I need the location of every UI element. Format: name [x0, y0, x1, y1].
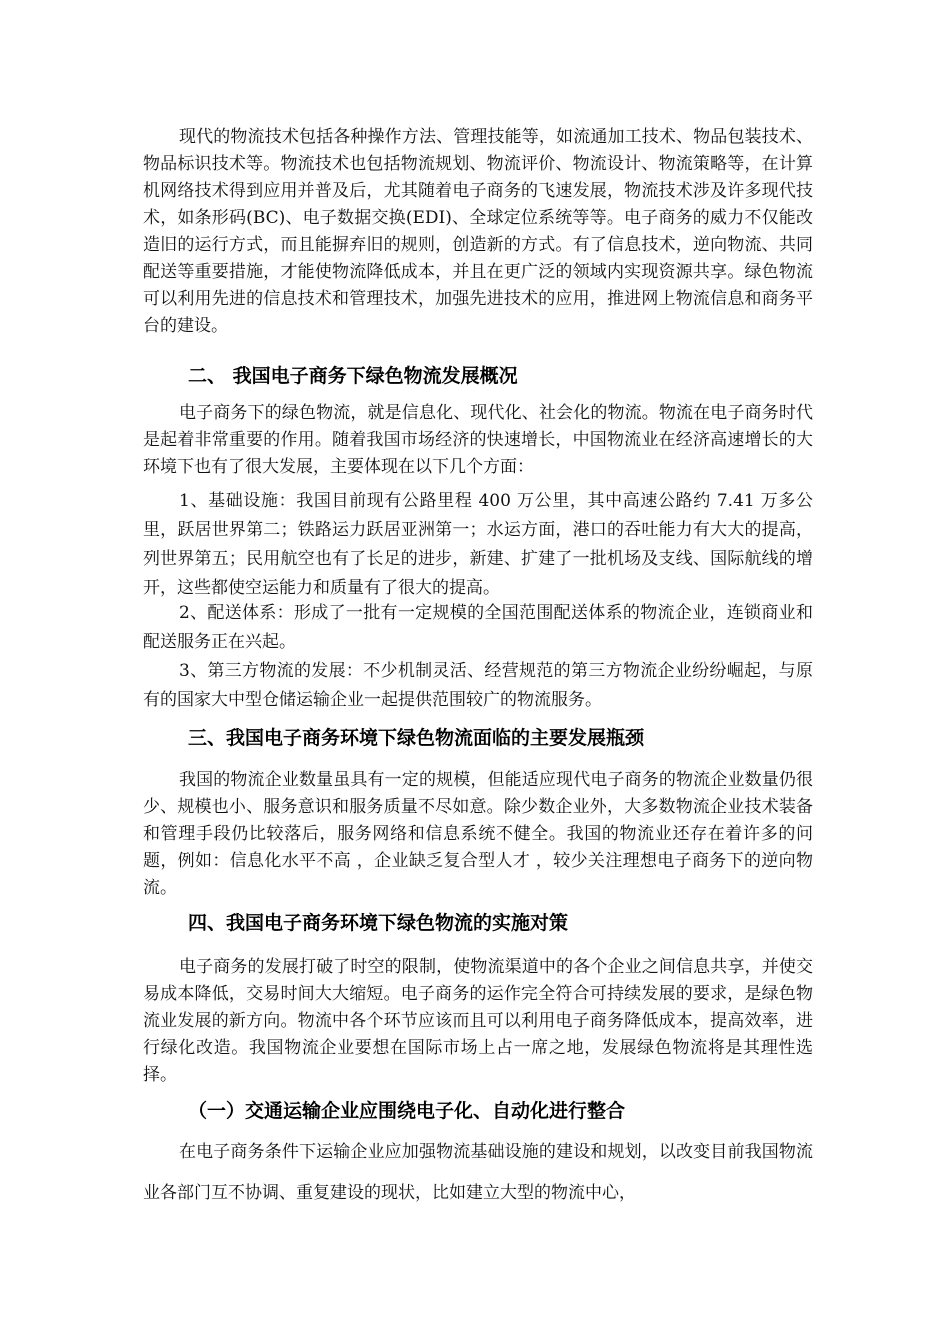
paragraph-distribution-system: 2、配送体系：形成了一批有一定规模的全国范围配送体系的物流企业，连锁商业和配送服务正在兴起。 — [143, 603, 813, 652]
section-heading-4: 四、我国电子商务环境下绿色物流的实施对策 — [188, 912, 569, 934]
paragraph-logistics-technology: 现代的物流技术包括各种操作方法、管理技能等，如流通加工技术、物品包装技术、物品标识技术等。物流技术也包括物流规划、物流评价、物流设计、物流策略等，在计算机网络技术得到应用并普及后，尤其随着电子商务的飞速发展，物流技术涉及许多现代技术，如条形码(BC)、电子数据交换(EDI)、全球定位系统等等。电子商务的威力不仅能改造旧的运行方式，而且能摒弃旧的规则，创造新的方式。有了信息技术，逆向物流、共同配送等重要措施，才能使物流降低成本，并且在更广泛的领域内实现资源共享。绿色物流可以利用先进的信息技术和管理技术，加强先进技术的应用，推进网上物流信息和商务平台的建设。 — [143, 127, 813, 336]
paragraph-countermeasures: 电子商务的发展打破了时空的限制，使物流渠道中的各个企业之间信息共享，并使交易成本降低，交易时间大大缩短。电子商务的运作完全符合可持续发展的要求，是绿色物流业发展的新方向。物流中各个环节应该而且可以利用电子商务降低成本，提高效率，进行绿化改造。我国物流企业要想在国际市场上占一席之地，发展绿色物流将是其理性选择。 — [143, 957, 813, 1085]
paragraph-infrastructure: 1、基础设施：我国目前现有公路里程 400 万公里，其中高速公路约 7.41 万多公里，跃居世界第二；铁路运力跃居亚洲第一；水运方面，港口的吞吐能力有大大的提高，列世界第五；民用航空也有了长足的进步，新建、扩建了一批机场及支线、国际航线的增开，这些都使空运能力和质量有了很大的提高。 — [143, 491, 813, 598]
section-heading-3: 三、我国电子商务环境下绿色物流面临的主要发展瓶颈 — [188, 727, 645, 749]
paragraph-bottlenecks: 我国的物流企业数量虽具有一定的规模，但能适应现代电子商务的物流企业数量仍很少、规模也小、服务意识和服务质量不尽如意。除少数企业外，大多数物流企业技术装备和管理手段仍比较落后，服务网络和信息系统不健全。我国的物流业还存在着许多的问题，例如：信息化水平不高 ，企业缺乏复合型人才 ，较少关注理想电子商务下的逆向物流。 — [143, 770, 813, 898]
paragraph-third-party-logistics: 3、第三方物流的发展：不少机制灵活、经营规范的第三方物流企业纷纷崛起，与原有的国家大中型仓储运输企业一起提供范围较广的物流服务。 — [143, 661, 813, 710]
subsection-heading-4-1: （一）交通运输企业应围绕电子化、自动化进行整合 — [188, 1100, 626, 1122]
paragraph-transport-enterprises: 在电子商务条件下运输企业应加强物流基础设施的建设和规划，以改变目前我国物流业各部门互不协调、重复建设的现状，比如建立大型的物流中心， — [143, 1142, 813, 1203]
paragraph-green-logistics-overview: 电子商务下的绿色物流，就是信息化、现代化、社会化的物流。物流在电子商务时代是起着非常重要的作用。随着我国市场经济的快速增长，中国物流业在经济高速增长的大环境下也有了很大发展，主要体现在以下几个方面： — [143, 403, 813, 477]
section-heading-2: 二、 我国电子商务下绿色物流发展概况 — [188, 365, 518, 387]
